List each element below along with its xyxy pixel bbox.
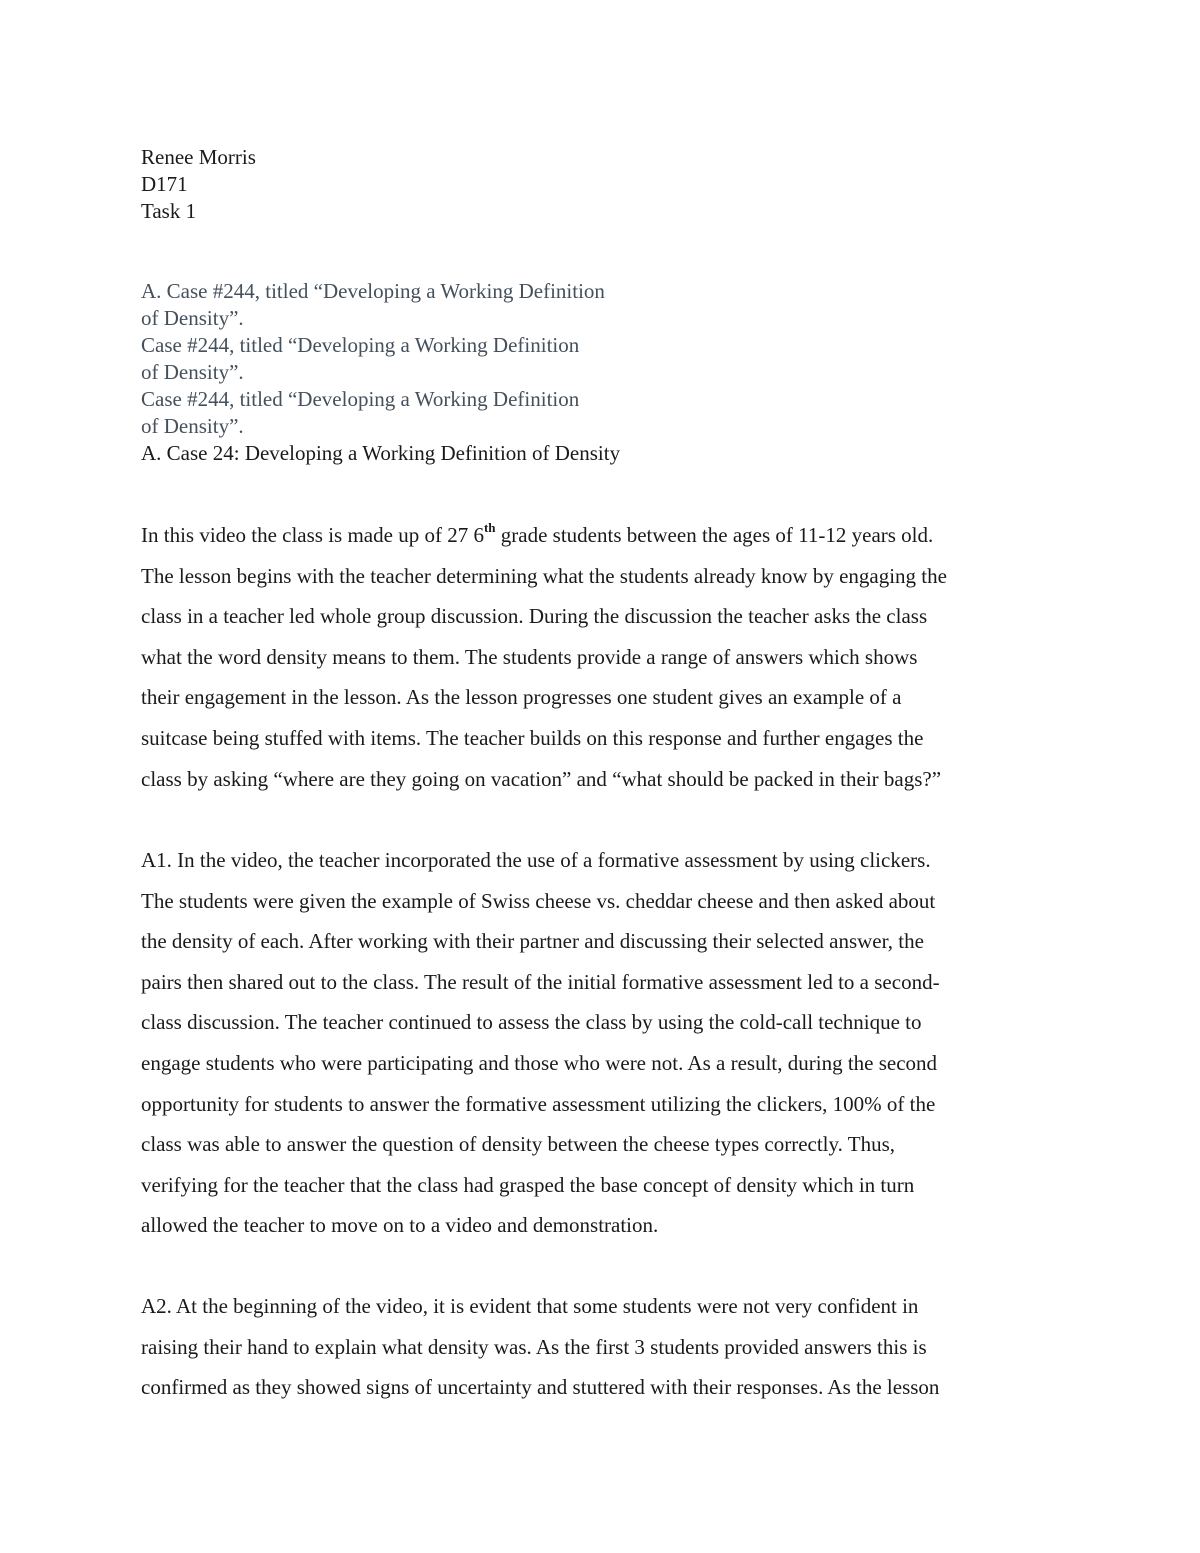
author-name: Renee Morris (141, 145, 256, 169)
paragraph-line: suitcase being stuffed with items. The teacher builds on this response and further engages the (141, 725, 924, 750)
paragraph-line: confirmed as they showed signs of uncertainty and stuttered with their responses. As the lesson (141, 1375, 940, 1400)
document-header (141, 144, 256, 225)
case-title-line: of Density”. (141, 414, 244, 438)
paragraph-line: class was able to answer the question of density between the cheese types correctly. Thus, (141, 1132, 896, 1157)
paragraph-line: allowed the teacher to move on to a video and demonstration. (141, 1213, 659, 1238)
paragraph-line: verifying for the teacher that the class had grasped the base concept of density which in turn (141, 1172, 915, 1197)
paragraph-line: The lesson begins with the teacher determining what the students already know by engaging the (141, 563, 947, 588)
paragraph-line: opportunity for students to answer the formative assessment utilizing the clickers, 100% of the (141, 1091, 936, 1116)
a1-paragraph (141, 840, 1061, 1246)
task-label: Task 1 (141, 199, 197, 223)
paragraph-line: The students were given the example of Swiss cheese vs. cheddar cheese and then asked about (141, 888, 936, 913)
paragraph-line: the density of each. After working with their partner and discussing their selected answer, the (141, 929, 924, 954)
case-title-line: of Density”. (141, 360, 244, 384)
paragraph-line (141, 515, 1061, 556)
case-title-line: of Density”. (141, 306, 244, 330)
intro-text-before: In this video the class is made up of 27 6 (141, 523, 484, 547)
intro-text-after: grade students between the ages of 11-12 years old. (495, 523, 934, 547)
intro-paragraph (141, 515, 1061, 799)
paragraph-line: class discussion. The teacher continued to assess the class by using the cold-call technique to (141, 1010, 922, 1035)
case-title-section (141, 278, 620, 467)
paragraph-line: A2. At the beginning of the video, it is evident that some students were not very confident in (141, 1294, 919, 1318)
a2-paragraph (141, 1286, 1061, 1408)
paragraph-line: pairs then shared out to the class. The result of the initial formative assessment led to a second- (141, 969, 940, 994)
case-title-final: A. Case 24: Developing a Working Definition of Density (141, 441, 621, 465)
case-title-line: Case #244, titled “Developing a Working Definition (141, 387, 580, 411)
paragraph-line: class by asking “where are they going on vacation” and “what should be packed in their bags?” (141, 766, 942, 791)
ordinal-suffix: th (483, 520, 496, 535)
course-code: D171 (141, 172, 188, 196)
paragraph-line: what the word density means to them. The students provide a range of answers which shows (141, 644, 918, 669)
case-title-line: A. Case #244, titled “Developing a Working Definition (141, 279, 605, 303)
paragraph-line: engage students who were participating and those who were not. As a result, during the second (141, 1050, 938, 1075)
paragraph-line: raising their hand to explain what density was. As the first 3 students provided answers this is (141, 1334, 927, 1359)
paragraph-line: A1. In the video, the teacher incorporated the use of a formative assessment by using clickers. (141, 848, 931, 872)
case-title-line: Case #244, titled “Developing a Working Definition (141, 333, 580, 357)
paragraph-line: class in a teacher led whole group discussion. During the discussion the teacher asks the class (141, 604, 928, 629)
paragraph-line: their engagement in the lesson. As the lesson progresses one student gives an example of a (141, 685, 902, 710)
